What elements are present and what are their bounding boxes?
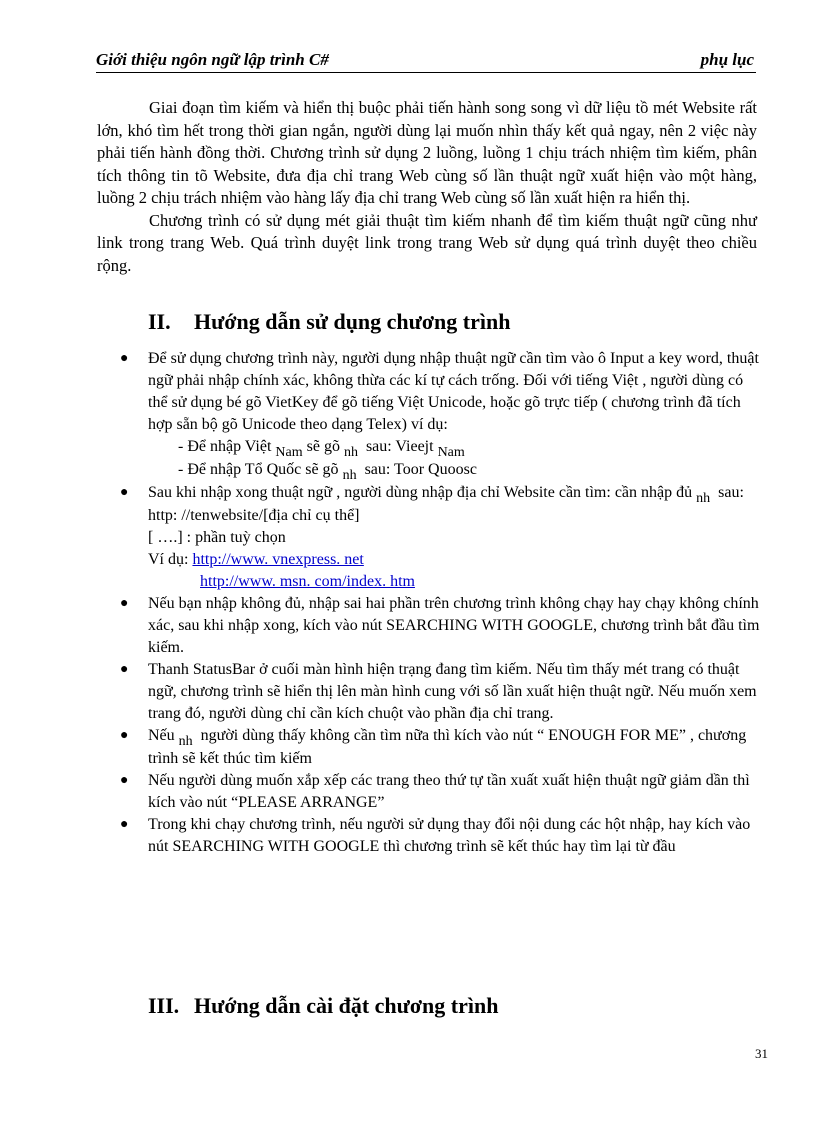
subscript: nh — [178, 734, 193, 749]
list-item — [120, 482, 760, 593]
bullet-icon: ● — [120, 817, 129, 832]
example-text: - Để nhập Việt — [178, 438, 272, 455]
page-header — [96, 48, 756, 73]
example-link-vnexpress[interactable]: http://www. vnexpress. net — [192, 551, 364, 568]
header-section: phụ lục — [700, 50, 754, 69]
list-item — [120, 814, 760, 858]
bullet-icon: ● — [120, 351, 129, 366]
bullet-icon: ● — [120, 596, 129, 611]
bullet-text: Trong khi chạy chương trình, nếu người sử dụng thay đổi nội dung các hột nhập, hay kích vào nút SEARCHING WITH GOOGLE thì chương trình sẽ kết thúc hay tìm lại từ đầu — [148, 816, 751, 855]
bullet-icon: ● — [120, 728, 129, 743]
list-item — [120, 659, 760, 725]
bullet-icon: ● — [120, 485, 129, 500]
section-title: Hướng dẫn sử dụng chương trình — [194, 309, 511, 334]
section-number: II. — [148, 309, 171, 334]
example-text: sau: Toor Quoosc — [364, 461, 477, 478]
example-label: Ví dụ: — [148, 551, 189, 568]
section-heading-usage — [148, 309, 510, 335]
section-number: III. — [148, 993, 180, 1018]
list-item — [120, 770, 760, 814]
intro-paragraph-2: Chương trình có sử dụng mét giải thuật tìm kiếm nhanh để tìm kiếm thuật ngữ cũng như link trong trang Web. Quá trình duyệt link trong trang Web sử dụng quá trình duyệt theo chiều rộng. — [97, 210, 757, 275]
section-title: Hướng dẫn cài đặt chương trình — [194, 993, 499, 1018]
list-item — [120, 348, 760, 482]
example-text: sẽ gõ — [306, 438, 340, 455]
list-item — [120, 725, 760, 770]
bullet-text: Sau khi nhập xong thuật ngữ , người dùng nhập địa chỉ Website cần tìm: cần nhập đủ — [148, 484, 693, 501]
subscript: nh — [343, 445, 358, 460]
bullet-text: Để sử dụng chương trình này, người dụng nhập thuật ngữ cần tìm vào ô Input a key word, thuật ngữ phải nhập chính xác, không thừa các kí tự cách trống. Đối với tiếng Việt , người dùng có thể sử dụng bé gõ VietKey để gõ tiếng Việt Unicode, hoặc gõ trực tiếp ( chương trình đã tích hợp sẵn bộ gõ Unicode theo dạng Telex) ví dụ: — [148, 350, 759, 433]
url-format-line: http: //tenwebsite/[địa chỉ cụ thể] — [148, 507, 360, 524]
example-link-msn[interactable]: http://www. msn. com/index. htm — [200, 573, 415, 590]
subscript: Nam — [275, 445, 303, 460]
subscript: nh — [696, 491, 711, 506]
intro-text — [97, 97, 757, 277]
bullet-icon: ● — [120, 662, 129, 677]
example-line — [148, 459, 760, 482]
optional-part-line: [ ….] : phần tuỳ chọn — [148, 529, 286, 546]
header-title: Giới thiệu ngôn ngữ lập trình C# — [96, 50, 329, 69]
bullet-text: Nếu — [148, 727, 175, 744]
subscript: Nam — [437, 445, 465, 460]
example-line — [148, 549, 760, 571]
subscript: nh — [342, 468, 357, 483]
bullet-text: người dùng thấy không cần tìm nữa thì kích vào nút “ ENOUGH FOR ME” , chương trình sẽ kết thúc tìm kiếm — [148, 727, 747, 767]
example-text: sau: Vieejt — [365, 438, 434, 455]
bullet-text: sau: — [718, 484, 744, 501]
page-number: 31 — [755, 1046, 768, 1061]
bullet-text: Thanh StatusBar ở cuối màn hình hiện trạng đang tìm kiếm. Nếu tìm thấy mét trang có thuật ngữ, chương trình sẽ hiển thị lên màn hình cung với số lần xuất hiện thuật ngữ. Nếu muốn xem trang đó, người dùng chỉ cần kích chuột vào phần địa chỉ trang. — [148, 661, 757, 722]
list-item — [120, 593, 760, 659]
bullet-icon: ● — [120, 773, 129, 788]
example-text: - Để nhập Tổ Quốc sẽ gõ — [178, 461, 339, 478]
section-heading-install — [148, 993, 498, 1019]
bullet-text: Nếu người dùng muốn xắp xếp các trang theo thứ tự tần xuất xuất hiện thuật ngữ giảm dần thì kích vào nút “PLEASE ARRANGE” — [148, 772, 750, 811]
usage-bullet-list — [120, 348, 760, 858]
bullet-text: Nếu bạn nhập không đủ, nhập sai hai phần trên chương trình không chạy hay chạy không chính xác, sau khi nhập xong, kích vào nút SEARCHING WITH GOOGLE, chương trình bắt đầu tìm kiếm. — [148, 595, 760, 656]
intro-paragraph-1: Giai đoạn tìm kiếm và hiển thị buộc phải tiến hành song song vì dữ liệu tồ mét Website rất lớn, khó tìm hết trong thời gian ngắn, người dùng lại muốn nhìn thấy kết quả ngay, nên 2 việc này phải tiến hành đồng thời. Chương trình sử dụng 2 luồng, luồng 1 chịu trách nhiệm tìm kiếm, phân tích thông tin tõ Website, đưa địa chỉ trang Web cùng số lần thuật ngữ xuất hiện vào một hàng, luồng 2 chịu trách nhiệm vào hàng lấy địa chỉ trang Web cùng số lần xuất hiện ra hiển thị. — [97, 98, 757, 207]
example-line — [148, 436, 760, 459]
